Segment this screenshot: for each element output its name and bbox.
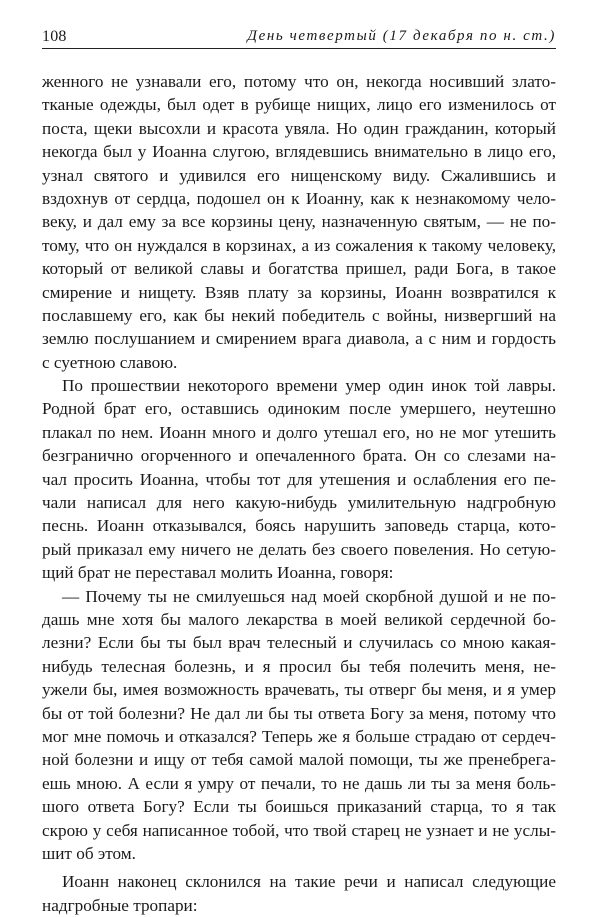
text-line: нибудь телесная болезнь, и я просил бы тебя полечить меня, не-	[42, 656, 556, 676]
text-line: надгробные тропари:	[42, 895, 198, 915]
page-number: 108	[42, 28, 67, 45]
text-line: с суетною славою.	[42, 352, 178, 372]
text-line: скрою у себя написанное тобой, что твой старец не узнает и не услы-	[42, 820, 556, 840]
text-line: шого ответа Богу? Если ты боишься приказаний старца, то я так	[42, 797, 556, 817]
text-line: чали написал для него какую-нибудь умилительную надгробную	[42, 493, 556, 513]
text-line: смирение и нищету. Взяв плату за корзины, Иоанн возвратился к	[42, 282, 556, 302]
text-line: По прошествии некоторого времени умер один инок той лавры.	[62, 376, 556, 396]
text-line: вздохнув от сердца, подошел он к Иоанну, как к незнакомому чело-	[42, 188, 556, 208]
text-line: женного не узнавали его, потому что он, некогда носивший злато-	[42, 72, 556, 91]
text-line: поста, щеки высохли и красота увяла. Но один гражданин, который	[42, 118, 556, 138]
text-line: который от великой славы и богатства пришел, ради Бога, в такое	[42, 259, 556, 279]
text-line: ной болезни и ищу от тебя самой малой помощи, ты же пренебрега-	[42, 750, 556, 770]
text-line: ужели бы, имея возможность врачевать, ты отверг бы меня, и я умер	[42, 680, 556, 700]
text-line: шит об этом.	[42, 843, 136, 863]
paragraph-tropari-intro	[42, 870, 556, 917]
paragraph-dialogue	[42, 585, 556, 866]
text-line: бы от той болезни? Не дал ли бы ты ответа Богу за меня, потому что	[42, 703, 556, 723]
text-line: чал просить Иоанна, чтобы тот для утешения и ослабления его пе-	[42, 469, 556, 489]
text-line: дашь мне хотя бы малого лекарства в моей великой сердечной бо-	[42, 609, 556, 629]
text-line: мог мне помочь и отказался? Теперь же я больше страдаю от сердеч-	[42, 726, 556, 746]
text-line: Иоанн наконец склонился на такие речи и написал следующие	[62, 872, 556, 892]
paragraph-death-of-monk	[42, 374, 556, 585]
text-line: тканые одежды, был одет в рубище нищих, лицо его изменилось от	[42, 95, 556, 115]
page-body	[42, 70, 556, 917]
paragraph-continuation	[42, 70, 556, 374]
text-line: пославшему его, как бы некий победитель с войны, низвергший на	[42, 305, 556, 325]
text-line: щий брат не переставал молить Иоанна, говоря:	[42, 563, 394, 583]
text-line: плакал по нем. Иоанн много и долго утешал его, но не мог утешить	[42, 422, 556, 442]
text-line: лезни? Если бы ты был врач телесный и случилась со мною какая-	[42, 633, 556, 653]
text-line: песнь. Иоанн отказывался, боясь нарушить заповедь старца, кото-	[42, 516, 556, 536]
text-line: безгранично огорченного и опечаленного брата. Он со слезами на-	[42, 446, 556, 466]
text-line: веку, и дал ему за все корзины цену, назначенную святым, — не по-	[42, 212, 556, 232]
running-header	[42, 26, 556, 49]
text-line: рый приказал ему ничего не делать без своего повеления. Но сетую-	[42, 539, 556, 559]
text-line: — Почему ты не смилуешься над моей скорбной душой и не по-	[62, 586, 556, 606]
text-line: Родной брат его, оставшись одиноким после умершего, неутешно	[42, 399, 556, 419]
text-line: ешь мною. А если я умру от печали, то не дашь ли ты за меня боль-	[42, 773, 556, 793]
text-line: землю послушанием и смирением врага диавола, а с ним и гордость	[42, 329, 556, 349]
text-line: некогда был у Иоанна слугою, вглядевшись внимательно в лицо его,	[42, 142, 556, 162]
text-line: тому, что он нуждался в корзинах, а из сожаления к такому человеку,	[42, 235, 556, 255]
text-line: узнал святого и удивился его нищенскому виду. Сжалившись и	[42, 165, 556, 185]
running-head-title: День четвертый (17 декабря по н. ст.)	[247, 28, 556, 44]
